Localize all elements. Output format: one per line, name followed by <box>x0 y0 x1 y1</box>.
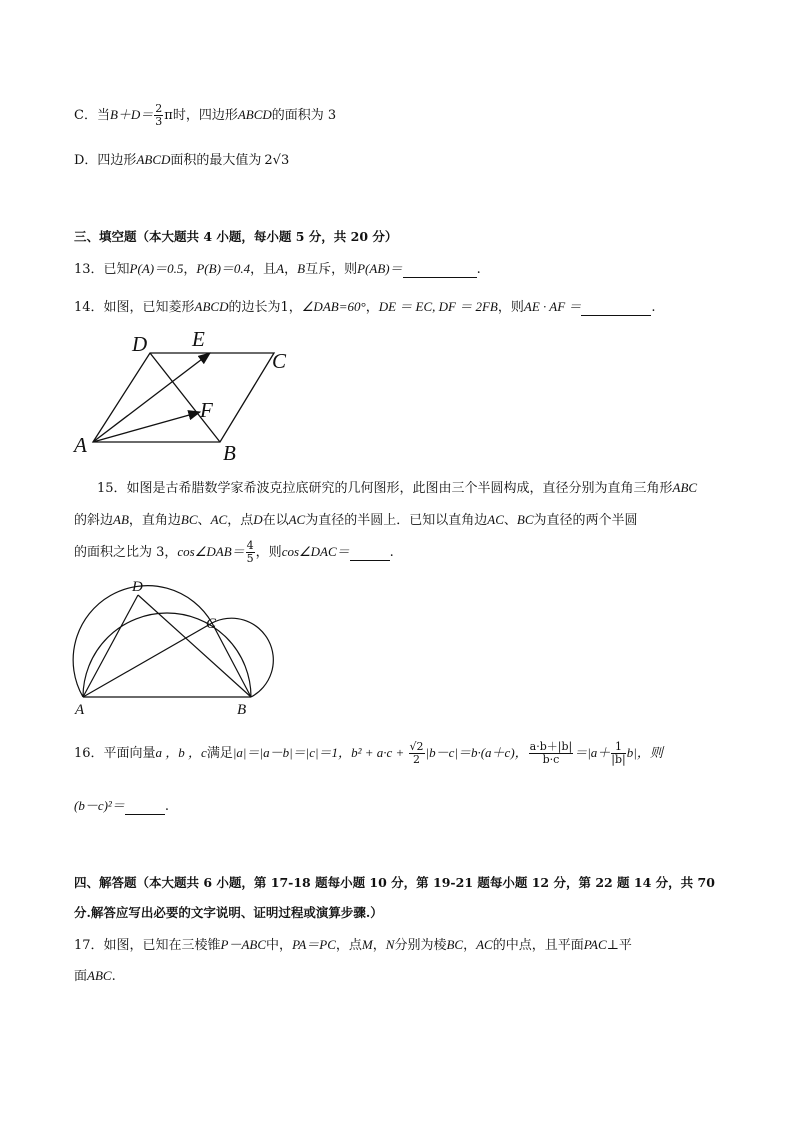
q16-ratio-den: b·c <box>542 753 560 766</box>
q13-a: A <box>276 261 285 276</box>
question-14 <box>74 296 656 316</box>
q16-condition-end: b|，则 <box>626 745 663 760</box>
q15-line2-h: 为直径的两个半圆 <box>533 513 638 528</box>
q14-angle: ∠DAB=60° <box>301 299 366 314</box>
q17-text-g: 的中点，且平面 <box>492 938 584 953</box>
q15-bc2: BC <box>516 512 534 527</box>
question-16-line-2 <box>74 795 169 815</box>
option-c-prefix: C．当 <box>74 108 110 123</box>
q16-ratio-fraction <box>529 741 574 766</box>
q17-text-h: ⊥平 <box>606 938 632 953</box>
q16-answer-blank <box>125 799 165 815</box>
q13-pab: P(AB)＝ <box>357 261 403 276</box>
label-d: D <box>132 579 143 595</box>
q17-line2-b: . <box>111 969 116 984</box>
q15-ac2: AC <box>288 512 306 527</box>
q16-sqrt2-fraction <box>409 741 425 766</box>
figure-semicircles <box>60 573 280 718</box>
option-d-abcd: ABCD <box>136 152 171 167</box>
q15-line2-e: 在以 <box>262 513 289 528</box>
label-c: C <box>206 616 217 632</box>
section-4-title-line-1: 四、解答题（本大题共 6 小题，第 17-18 题每小题 10 分，第 19-21 题每小题 12 分，第 22 题 14 分，共 70 <box>74 875 715 890</box>
q15-ac3: AC <box>487 512 504 527</box>
q13-text-c: 互斥，则 <box>305 262 358 277</box>
q16-vectors: a ，b ，c <box>155 745 207 760</box>
q14-text-c: ， <box>365 300 379 315</box>
q16-sqrt2: √2 <box>409 740 424 753</box>
q15-fraction <box>246 540 255 565</box>
q16-one: 1 <box>611 741 625 754</box>
q17-n: N <box>385 937 395 952</box>
q15-line2-c: 、 <box>197 513 211 528</box>
q15-end: . <box>389 545 394 560</box>
q14-answer-blank <box>581 300 651 316</box>
question-15-line-2 <box>74 509 638 528</box>
q16-target-expression: (b－c)²＝ <box>74 798 125 813</box>
q15-line3-a: 的面积之比为 3， <box>74 545 178 560</box>
option-c-frac-num: 2 <box>155 102 163 115</box>
q14-text-a: 14．如图，已知菱形 <box>74 300 195 315</box>
option-c-condition: B＋D＝ <box>109 107 154 122</box>
q14-dot-product: AE · AF ＝ <box>523 299 582 314</box>
q13-end: . <box>476 262 481 277</box>
label-a: A <box>74 433 87 457</box>
q15-bc: BC <box>180 512 198 527</box>
semicircle-ab <box>83 613 251 697</box>
option-d-value: 2√3 <box>264 153 290 168</box>
q17-bc: BC <box>446 937 464 952</box>
q17-pa-pc: PA＝PC <box>292 937 336 952</box>
question-17-line-1 <box>74 934 632 953</box>
q13-b: B <box>297 261 306 276</box>
label-c: C <box>272 349 287 373</box>
semicircle-bc <box>212 618 273 697</box>
q13-sep1: ， <box>183 262 197 277</box>
q16-ratio-num: a·b＋|b| <box>529 740 573 753</box>
option-c-abcd: ABCD <box>237 107 272 122</box>
q14-abcd: ABCD <box>194 299 229 314</box>
figure-rhombus <box>60 322 310 467</box>
segment-bc <box>212 623 251 697</box>
q17-line2-a: 面 <box>74 969 88 984</box>
option-d-prefix: D．四边形 <box>74 153 137 168</box>
q15-line3-b: ，则 <box>255 545 282 560</box>
label-e: E <box>192 327 205 351</box>
q15-frac-den: 5 <box>246 552 254 565</box>
option-d <box>74 149 289 168</box>
q15-d: D <box>253 512 263 527</box>
label-f: F <box>200 398 213 422</box>
q15-ac: AC <box>210 512 228 527</box>
question-15-line-1 <box>97 477 697 496</box>
q15-ab: AB <box>113 512 129 527</box>
q17-pabc: P－ABC <box>220 937 267 952</box>
q13-sep2: ， <box>284 262 298 277</box>
label-d: D <box>132 332 148 356</box>
q15-line1: 15．如图是古希腊数学家希波克拉底研究的几何图形，此图由三个半圆构成，直径分别为直角三角形 <box>97 481 673 496</box>
q17-text-e: 分别为棱 <box>394 938 447 953</box>
q13-pb: P(B)＝0.4 <box>196 261 251 276</box>
q16-two: 2 <box>413 753 421 766</box>
q13-pa: P(A)＝0.5 <box>129 261 184 276</box>
question-17-line-2 <box>74 965 116 984</box>
option-c-fraction <box>154 103 163 128</box>
rhombus-outline <box>93 353 274 442</box>
option-c-pi-tail: π时，四边形 <box>164 108 238 123</box>
q15-line2-d: ，点 <box>227 513 254 528</box>
q16-text-a: 16．平面向量 <box>74 746 156 761</box>
semicircle-ac <box>73 586 212 697</box>
q15-line2-b: ，直角边 <box>128 513 181 528</box>
q17-pac: PAC <box>583 937 607 952</box>
q14-text-d: ，则 <box>497 300 524 315</box>
q13-text-b: ，且 <box>250 262 277 277</box>
question-16-line-1 <box>74 741 663 766</box>
q16-condition-1: |a|＝|a－b|＝|c|＝1， <box>232 745 352 760</box>
section-4-title-line-2: 分.解答应写出必要的文字说明、证明过程或演算步骤.） <box>74 905 383 920</box>
q17-abc: ABC <box>87 968 112 983</box>
q15-line1-abc: ABC <box>672 480 698 495</box>
q16-inverse-fraction <box>611 741 625 766</box>
option-c <box>74 103 336 128</box>
q16-condition-2: b² + a·c + <box>351 745 408 760</box>
q14-vector-condition: DE ＝ EC, DF ＝ 2FB <box>378 299 498 314</box>
q16-condition-3: |b－c|＝b·(a＋c)， <box>425 745 528 760</box>
q14-text-b: 的边长为1， <box>228 300 302 315</box>
q13-text-a: 13．已知 <box>74 262 130 277</box>
q17-ac: AC <box>476 937 493 952</box>
question-15-line-3 <box>74 540 394 565</box>
section-3-title: 三、填空题（本大题共 4 小题，每小题 5 分，共 20 分） <box>74 229 398 244</box>
q16-text-b: 满足 <box>206 746 233 761</box>
q16-condition-4: ＝|a＋ <box>574 745 611 760</box>
q15-frac-num: 4 <box>246 539 254 552</box>
label-b: B <box>223 441 236 465</box>
q17-text-b: 中， <box>266 938 293 953</box>
q17-m: M <box>361 937 373 952</box>
q17-text-f: ， <box>463 938 477 953</box>
q17-text-a: 17．如图，已知在三棱锥 <box>74 938 221 953</box>
q15-cos-dac: cos∠DAC＝ <box>281 544 350 559</box>
q15-line2-f: 为直径的半圆上．已知以直角边 <box>305 513 488 528</box>
q13-answer-blank <box>403 262 477 278</box>
q15-answer-blank <box>350 545 390 561</box>
q15-line2-g: 、 <box>503 513 517 528</box>
option-c-frac-den: 3 <box>155 115 163 128</box>
option-d-mid: 面积的最大值为 <box>170 153 262 168</box>
question-13 <box>74 258 481 278</box>
label-b: B <box>237 702 247 718</box>
label-a: A <box>75 702 85 718</box>
q15-line2-a: 的斜边 <box>74 513 114 528</box>
q17-text-d: ， <box>372 938 386 953</box>
option-c-tail: 的面积为 3 <box>271 108 337 123</box>
q15-cos-dab: cos∠DAB＝ <box>177 544 245 559</box>
q14-end: . <box>651 300 656 315</box>
vector-ae <box>93 353 210 442</box>
q17-text-c: ，点 <box>335 938 362 953</box>
q16-abs-b: |b| <box>611 753 626 766</box>
q16-end: . <box>164 799 169 814</box>
